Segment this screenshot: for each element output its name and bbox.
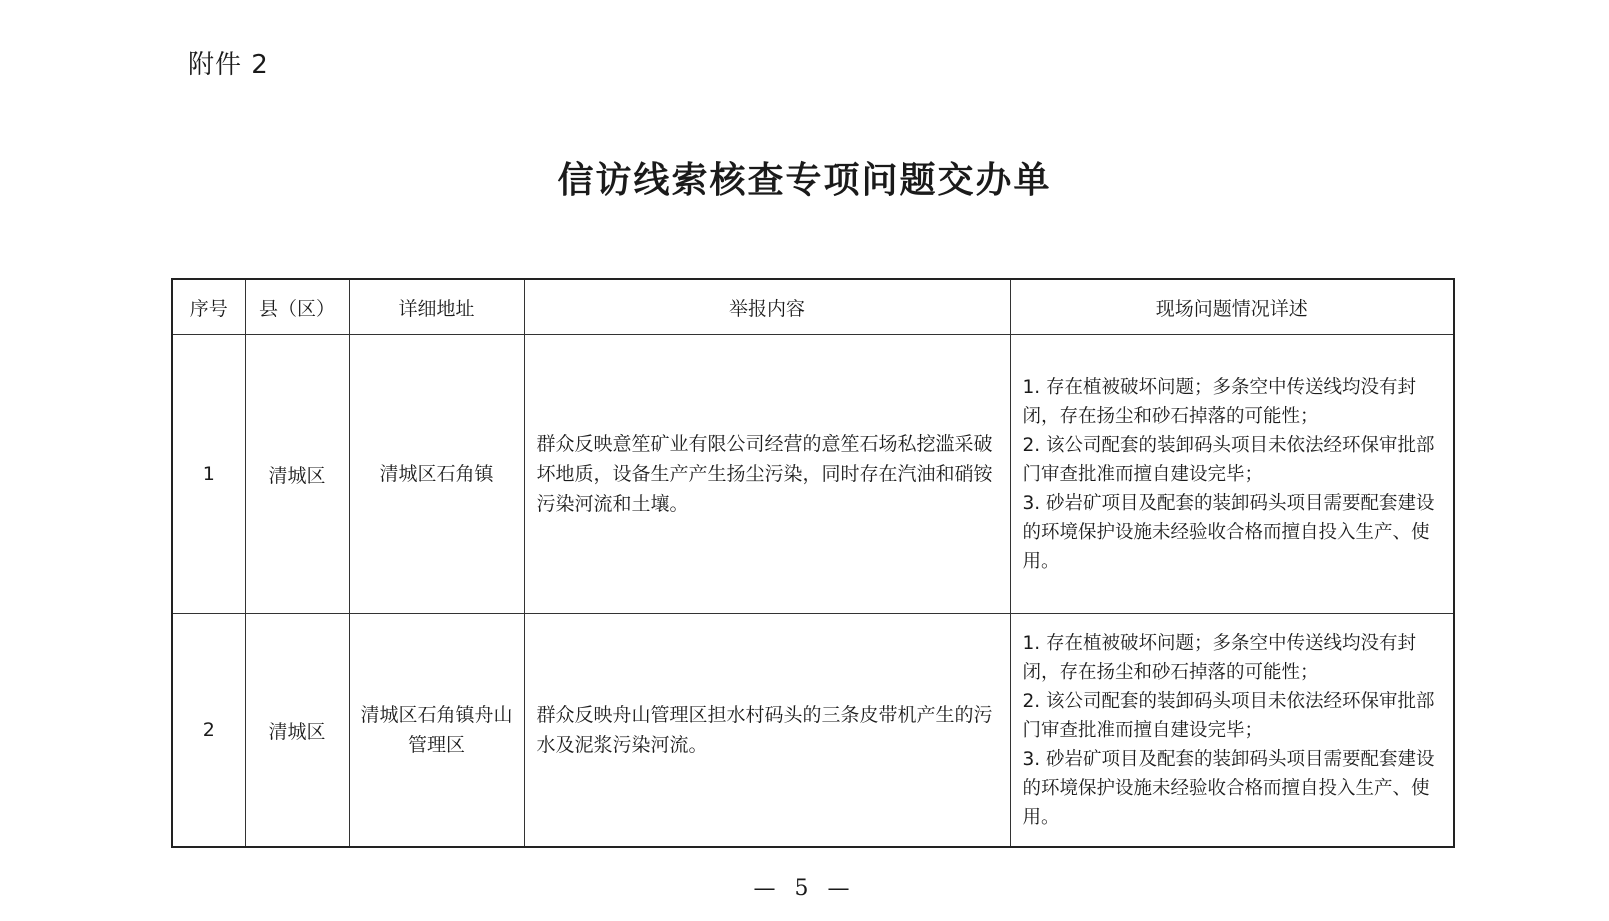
row-details — [1010, 614, 1454, 848]
detail-item: 2. 该公司配套的装卸码头项目未依法经环保审批部门审查批准而擅自建设完毕； — [1022, 690, 1435, 741]
header-index: 序号 — [172, 279, 245, 335]
document-title: 信访线索核查专项问题交办单 — [557, 159, 1052, 201]
header-county: 县（区） — [245, 279, 349, 335]
detail-item: 1. 存在植被破坏问题；多条空中传送线均没有封闭，存在扬尘和砂石掉落的可能性； — [1022, 376, 1417, 427]
detail-item: 3. 砂岩矿项目及配套的装卸码头项目需要配套建设的环境保护设施未经验收合格而擅自投入生产、使用。 — [1022, 492, 1435, 572]
detail-item: 3. 砂岩矿项目及配套的装卸码头项目需要配套建设的环境保护设施未经验收合格而擅自投入生产、使用。 — [1022, 748, 1435, 828]
table-header-row — [172, 279, 1454, 335]
row-address: 清城区石角镇 — [349, 335, 524, 614]
row-county: 清城区 — [245, 614, 349, 848]
row-county: 清城区 — [245, 335, 349, 614]
detail-item: 2. 该公司配套的装卸码头项目未依法经环保审批部门审查批准而擅自建设完毕； — [1022, 434, 1435, 485]
row-address: 清城区石角镇舟山管理区 — [349, 614, 524, 848]
table-row — [172, 614, 1454, 848]
page-number: — 5 — — [753, 876, 856, 901]
header-address: 详细地址 — [349, 279, 524, 335]
header-report: 举报内容 — [524, 279, 1010, 335]
row-report: 群众反映意笙矿业有限公司经营的意笙石场私挖滥采破坏地质，设备生产产生扬尘污染，同时存在汽油和硝铵污染河流和土壤。 — [524, 335, 1010, 614]
row-details — [1010, 335, 1454, 614]
row-index: 1 — [172, 335, 245, 614]
issue-table — [171, 278, 1455, 848]
row-report: 群众反映舟山管理区担水村码头的三条皮带机产生的污水及泥浆污染河流。 — [524, 614, 1010, 848]
header-details: 现场问题情况详述 — [1010, 279, 1454, 335]
row-index: 2 — [172, 614, 245, 848]
attachment-label: 附件 2 — [188, 50, 269, 80]
detail-item: 1. 存在植被破坏问题；多条空中传送线均没有封闭，存在扬尘和砂石掉落的可能性； — [1022, 632, 1417, 683]
table-row — [172, 335, 1454, 614]
